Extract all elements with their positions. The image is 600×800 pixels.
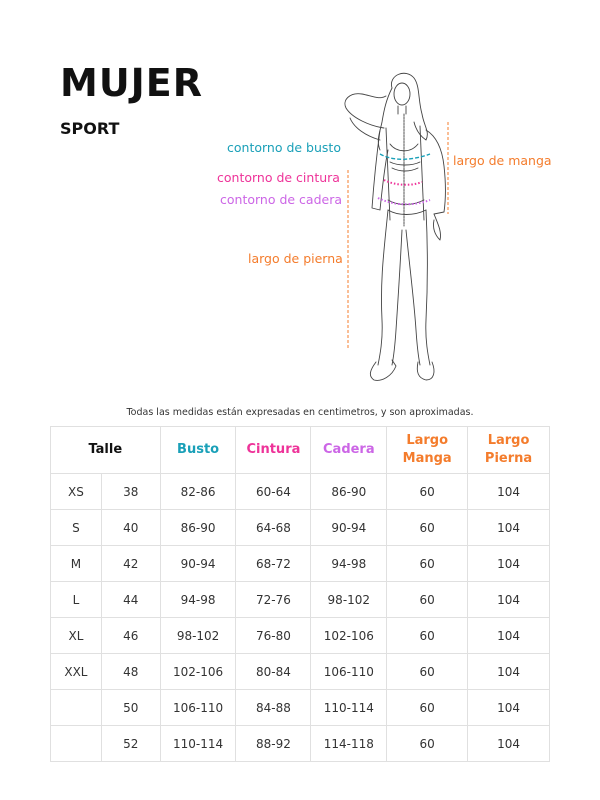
cell-size-letter: M — [51, 546, 102, 582]
header-cadera: Cadera — [311, 427, 387, 474]
cell-cintura: 88-92 — [236, 726, 311, 762]
header-largo-manga — [387, 427, 468, 474]
size-chart-table — [50, 426, 550, 762]
measurement-note: Todas las medidas están expresadas en centimetros, y son aproximadas. — [126, 407, 474, 418]
cell-size-letter: XS — [51, 474, 102, 510]
cell-busto: 82-86 — [160, 474, 236, 510]
table-row — [51, 546, 550, 582]
label-contorno-busto: contorno de busto — [227, 140, 341, 155]
table-row — [51, 582, 550, 618]
table-row — [51, 618, 550, 654]
label-largo-manga: largo de manga — [453, 153, 552, 168]
cell-cadera: 86-90 — [311, 474, 387, 510]
cell-largo-pierna: 104 — [468, 618, 550, 654]
cell-cadera: 114-118 — [311, 726, 387, 762]
table-row — [51, 510, 550, 546]
cell-cintura: 64-68 — [236, 510, 311, 546]
table-header-row — [51, 427, 550, 474]
table-row — [51, 690, 550, 726]
table-row — [51, 474, 550, 510]
cell-largo-manga: 60 — [387, 546, 468, 582]
cell-largo-manga: 60 — [387, 582, 468, 618]
header-cintura: Cintura — [236, 427, 311, 474]
cell-size-letter — [51, 726, 102, 762]
cell-size-letter: L — [51, 582, 102, 618]
cell-largo-pierna: 104 — [468, 582, 550, 618]
cell-busto: 94-98 — [160, 582, 236, 618]
page-subtitle: SPORT — [60, 119, 120, 138]
cell-largo-manga: 60 — [387, 654, 468, 690]
cell-largo-manga: 60 — [387, 618, 468, 654]
cell-cadera: 90-94 — [311, 510, 387, 546]
cell-cadera: 98-102 — [311, 582, 387, 618]
cell-largo-manga: 60 — [387, 474, 468, 510]
header-largo-manga-line1: Largo — [406, 433, 449, 448]
header-talle: Talle — [51, 427, 161, 474]
cell-size-number: 42 — [101, 546, 160, 582]
table-row — [51, 654, 550, 690]
cell-cadera: 102-106 — [311, 618, 387, 654]
cell-cintura: 80-84 — [236, 654, 311, 690]
header-largo-manga-line2: Manga — [402, 451, 452, 466]
cell-largo-pierna: 104 — [468, 690, 550, 726]
cell-largo-manga: 60 — [387, 726, 468, 762]
cell-largo-pierna: 104 — [468, 654, 550, 690]
cell-busto: 102-106 — [160, 654, 236, 690]
label-largo-pierna: largo de pierna — [248, 251, 343, 266]
cell-size-number: 48 — [101, 654, 160, 690]
cell-largo-manga: 60 — [387, 510, 468, 546]
cell-cintura: 76-80 — [236, 618, 311, 654]
cell-largo-pierna: 104 — [468, 474, 550, 510]
cell-cintura: 72-76 — [236, 582, 311, 618]
cell-cadera: 94-98 — [311, 546, 387, 582]
cell-largo-pierna: 104 — [468, 546, 550, 582]
header-largo-pierna-line1: Largo — [487, 433, 530, 448]
cell-largo-manga: 60 — [387, 690, 468, 726]
cell-size-letter: S — [51, 510, 102, 546]
cell-size-number: 46 — [101, 618, 160, 654]
cell-size-number: 50 — [101, 690, 160, 726]
cell-cintura: 68-72 — [236, 546, 311, 582]
cell-cadera: 106-110 — [311, 654, 387, 690]
page-title: MUJER — [60, 61, 204, 105]
cell-busto: 86-90 — [160, 510, 236, 546]
cell-cintura: 84-88 — [236, 690, 311, 726]
cell-cadera: 110-114 — [311, 690, 387, 726]
cell-busto: 110-114 — [160, 726, 236, 762]
cell-largo-pierna: 104 — [468, 726, 550, 762]
label-contorno-cintura: contorno de cintura — [217, 170, 340, 185]
cell-size-letter — [51, 690, 102, 726]
cell-size-number: 40 — [101, 510, 160, 546]
cell-size-number: 38 — [101, 474, 160, 510]
cell-largo-pierna: 104 — [468, 510, 550, 546]
cell-busto: 106-110 — [160, 690, 236, 726]
cell-size-letter: XL — [51, 618, 102, 654]
label-contorno-cadera: contorno de cadera — [220, 192, 343, 207]
header-busto: Busto — [160, 427, 236, 474]
cell-size-letter: XXL — [51, 654, 102, 690]
header-largo-pierna-line2: Pierna — [484, 451, 533, 466]
cell-cintura: 60-64 — [236, 474, 311, 510]
cell-size-number: 52 — [101, 726, 160, 762]
table-row — [51, 726, 550, 762]
woman-figure-illustration — [340, 70, 510, 390]
cell-busto: 90-94 — [160, 546, 236, 582]
cell-size-number: 44 — [101, 582, 160, 618]
header-largo-pierna — [468, 427, 550, 474]
cell-busto: 98-102 — [160, 618, 236, 654]
